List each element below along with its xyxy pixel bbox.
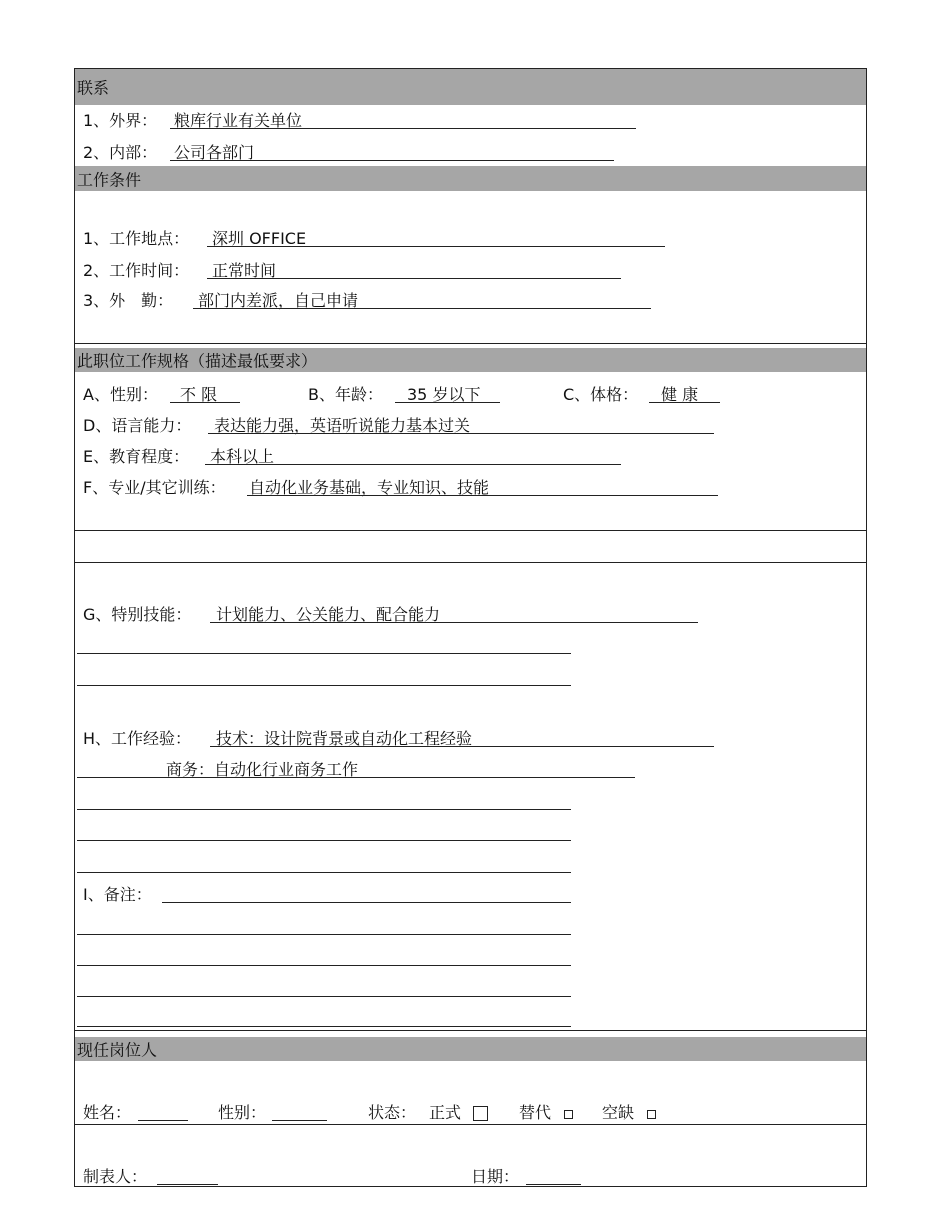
language-requirement-value: 表达能力强，英语听说能力基本过关 bbox=[214, 416, 471, 435]
physique-requirement-value: 健 康 bbox=[661, 385, 699, 404]
divider bbox=[74, 1124, 867, 1125]
gender-requirement-value: 不 限 bbox=[180, 385, 218, 404]
work-time-label: 2、工作时间： bbox=[83, 261, 190, 280]
external-contact-label: 1、外界： bbox=[83, 111, 158, 130]
divider bbox=[74, 562, 867, 563]
incumbent-header: 现任岗位人 bbox=[75, 1037, 866, 1061]
contact-header: 联系 bbox=[75, 69, 866, 105]
preparer-label: 制表人： bbox=[83, 1167, 148, 1186]
date-label: 日期： bbox=[471, 1167, 520, 1186]
blank-line bbox=[77, 934, 571, 935]
language-requirement-underline bbox=[208, 433, 714, 434]
internal-contact-label: 2、内部： bbox=[83, 143, 158, 162]
blank-line bbox=[77, 872, 571, 873]
field-work-underline bbox=[193, 308, 651, 309]
work-experience-label: H、工作经验： bbox=[83, 729, 192, 748]
age-requirement-underline bbox=[395, 402, 500, 403]
location-label: 1、工作地点： bbox=[83, 229, 190, 248]
divider bbox=[74, 530, 867, 531]
status-vacant-checkbox[interactable] bbox=[647, 1110, 656, 1119]
age-requirement-label: B、年龄： bbox=[308, 385, 383, 404]
divider bbox=[74, 343, 867, 344]
incumbent-gender-field[interactable] bbox=[272, 1120, 327, 1121]
status-formal-label: 正式 bbox=[429, 1103, 462, 1122]
blank-line bbox=[77, 809, 571, 810]
notes-underline bbox=[162, 902, 571, 903]
field-work-label: 3、外 勤： bbox=[83, 291, 174, 310]
age-requirement-value: 35 岁以下 bbox=[407, 385, 481, 404]
gender-requirement-underline bbox=[170, 402, 240, 403]
language-requirement-label: D、语言能力： bbox=[83, 416, 192, 435]
location-value: 深圳 OFFICE bbox=[212, 229, 307, 248]
special-skills-value: 计划能力、公关能力、配合能力 bbox=[216, 605, 441, 624]
conditions-header: 工作条件 bbox=[75, 166, 866, 191]
work-time-value: 正常时间 bbox=[212, 261, 277, 280]
training-requirement-underline bbox=[247, 495, 718, 496]
date-field[interactable] bbox=[526, 1184, 581, 1185]
special-skills-label: G、特别技能： bbox=[83, 605, 192, 624]
training-requirement-value: 自动化业务基础，专业知识、技能 bbox=[249, 478, 490, 497]
blank-line bbox=[77, 996, 571, 997]
status-substitute-label: 替代 bbox=[519, 1103, 552, 1122]
blank-line bbox=[77, 965, 571, 966]
blank-line bbox=[77, 685, 571, 686]
incumbent-name-field[interactable] bbox=[138, 1120, 188, 1121]
education-requirement-label: E、教育程度： bbox=[83, 447, 190, 466]
status-formal-checkbox[interactable] bbox=[473, 1106, 488, 1121]
physique-requirement-underline bbox=[649, 402, 720, 403]
business-experience-value: 商务：自动化行业商务工作 bbox=[166, 760, 359, 779]
status-vacant-label: 空缺 bbox=[602, 1103, 635, 1122]
location-underline bbox=[207, 246, 665, 247]
incumbent-gender-label: 性别： bbox=[218, 1103, 267, 1122]
incumbent-status-label: 状态： bbox=[368, 1103, 417, 1122]
special-skills-underline bbox=[210, 622, 698, 623]
internal-contact-underline bbox=[170, 160, 614, 161]
physique-requirement-label: C、体格： bbox=[563, 385, 639, 404]
notes-label: I、备注： bbox=[83, 885, 152, 904]
education-requirement-value: 本科以上 bbox=[210, 447, 275, 466]
blank-line bbox=[77, 1026, 571, 1027]
gender-requirement-label: A、性别： bbox=[83, 385, 158, 404]
business-experience-underline bbox=[77, 777, 635, 778]
status-substitute-checkbox[interactable] bbox=[564, 1110, 573, 1119]
field-work-value: 部门内差派，自己申请 bbox=[198, 291, 359, 310]
internal-contact-value: 公司各部门 bbox=[174, 143, 255, 162]
work-time-underline bbox=[207, 278, 621, 279]
incumbent-name-label: 姓名： bbox=[83, 1103, 132, 1122]
education-requirement-underline bbox=[205, 464, 621, 465]
preparer-field[interactable] bbox=[157, 1184, 218, 1185]
form-frame bbox=[74, 68, 867, 1187]
training-requirement-label: F、专业/其它训练： bbox=[83, 478, 226, 497]
work-experience-underline bbox=[210, 746, 714, 747]
divider bbox=[74, 1030, 867, 1031]
external-contact-value: 粮库行业有关单位 bbox=[174, 111, 303, 130]
spec-header: 此职位工作规格（描述最低要求） bbox=[75, 348, 866, 372]
blank-line bbox=[77, 840, 571, 841]
external-contact-underline bbox=[170, 128, 636, 129]
blank-line bbox=[77, 653, 571, 654]
work-experience-value: 技术：设计院背景或自动化工程经验 bbox=[216, 729, 473, 748]
